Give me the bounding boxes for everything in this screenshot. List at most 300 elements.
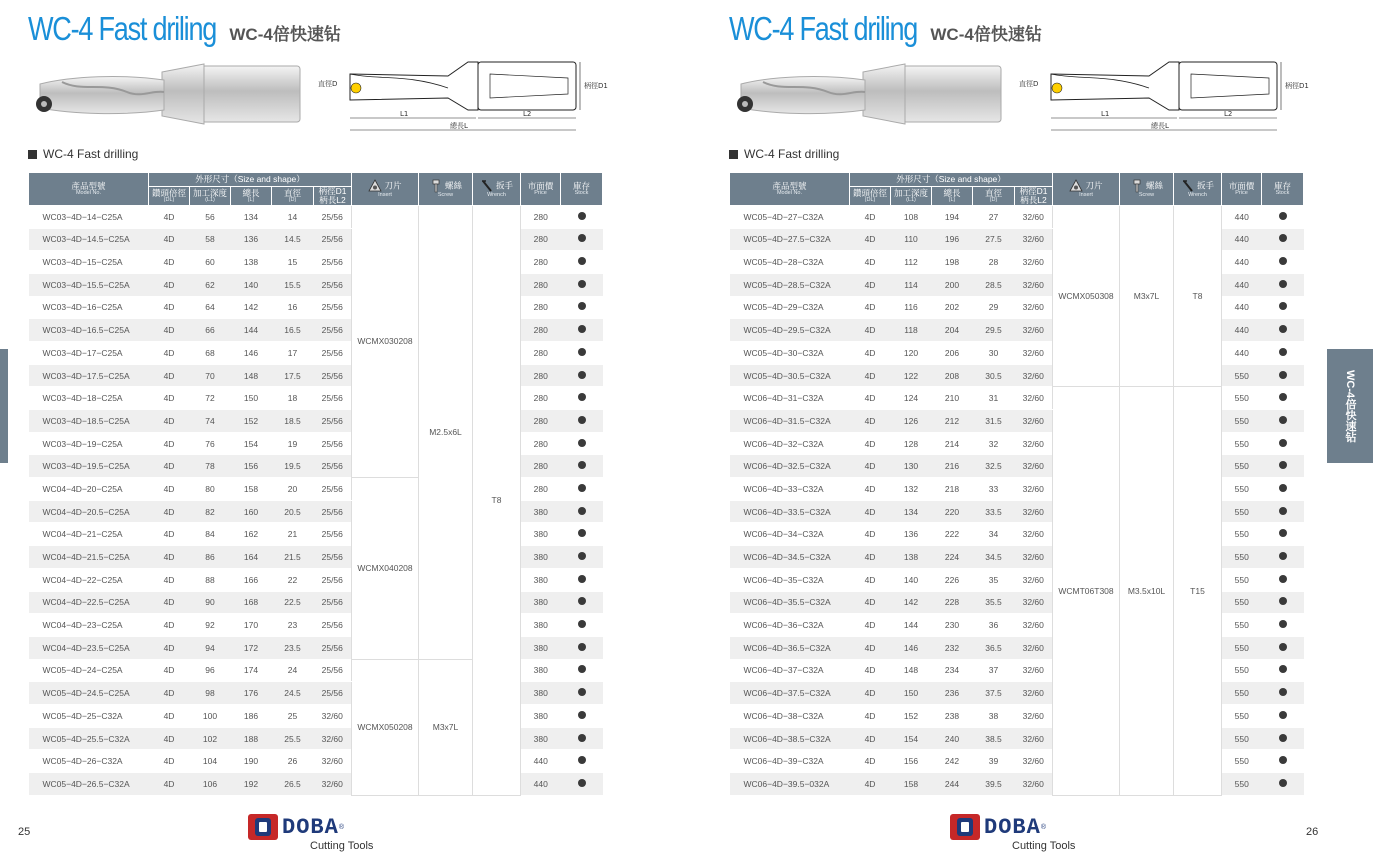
- cell-price: 280: [521, 478, 561, 501]
- cell-shank: 32/60: [1015, 273, 1053, 296]
- cell-length: 154: [231, 432, 272, 455]
- cell-stock: [561, 750, 603, 773]
- header-screw-en: Screw: [437, 192, 454, 199]
- in-stock-dot-icon: [1279, 643, 1287, 651]
- cell-shank: 25/56: [314, 205, 352, 228]
- cell-shank: 32/60: [1015, 455, 1053, 478]
- cell-diameter: 15.5: [272, 273, 314, 296]
- cell-depth: 128: [891, 432, 932, 455]
- cell-depth: 110: [891, 228, 932, 251]
- cell-length: 240: [932, 727, 973, 750]
- cell-stock: [561, 500, 603, 523]
- cell-length: 172: [231, 636, 272, 659]
- cell-stock: [1262, 251, 1304, 274]
- cell-diameter: 17: [272, 341, 314, 364]
- cell-depth: 58: [190, 228, 231, 251]
- in-stock-dot-icon: [1279, 597, 1287, 605]
- side-tab-left: [0, 349, 8, 463]
- cell-shank: 32/60: [1015, 410, 1053, 433]
- section-label-text: WC-4 Fast drilling: [43, 147, 139, 161]
- label-dc: 直徑D: [318, 80, 338, 88]
- cell-depth: 112: [891, 251, 932, 274]
- cell-price: 380: [521, 659, 561, 682]
- cell-model: WC05−4D−26.5−C32A: [29, 773, 149, 796]
- cell-diameter: 19.5: [272, 455, 314, 478]
- in-stock-dot-icon: [578, 325, 586, 333]
- header-price-en: Price: [1235, 189, 1248, 196]
- cell-model: WC04−4D−20.5−C25A: [29, 500, 149, 523]
- header-insert-en: Insert: [1079, 192, 1093, 199]
- in-stock-dot-icon: [1279, 393, 1287, 401]
- cell-depth: 144: [891, 614, 932, 637]
- bullet-square: [729, 150, 738, 159]
- cell-diameter: 34.5: [973, 546, 1015, 569]
- cell-length: 226: [932, 568, 973, 591]
- cell-stock: [1262, 523, 1304, 546]
- in-stock-dot-icon: [578, 643, 586, 651]
- cell-model: WC03−4D−15−C25A: [29, 251, 149, 274]
- in-stock-dot-icon: [1279, 257, 1287, 265]
- cell-shank: 32/60: [1015, 500, 1053, 523]
- cell-wrench: T8: [473, 205, 521, 795]
- cell-depth: 94: [190, 636, 231, 659]
- header-insert-label: 刀片: [384, 180, 402, 191]
- cell-price: 380: [521, 704, 561, 727]
- cell-ratio: 4D: [149, 659, 190, 682]
- cell-shank: 25/56: [314, 659, 352, 682]
- cell-depth: 158: [891, 773, 932, 796]
- header-wrench-en: Wrench: [1188, 192, 1207, 199]
- in-stock-dot-icon: [1279, 234, 1287, 242]
- cell-diameter: 26: [272, 750, 314, 773]
- label-dc: 直徑D: [1019, 80, 1039, 88]
- cell-price: 550: [1222, 523, 1262, 546]
- header-screw: [419, 173, 473, 206]
- cell-price: 550: [1222, 455, 1262, 478]
- label-l1: L1: [400, 110, 409, 118]
- cell-ratio: 4D: [149, 546, 190, 569]
- header-shank: [314, 187, 352, 206]
- cell-price: 380: [521, 523, 561, 546]
- cell-model: WC03−4D−14−C25A: [29, 205, 149, 228]
- cell-insert: WCMX050208: [352, 659, 419, 795]
- cell-depth: 90: [190, 591, 231, 614]
- cell-depth: 84: [190, 523, 231, 546]
- cell-depth: 118: [891, 319, 932, 342]
- cell-ratio: 4D: [149, 636, 190, 659]
- cell-model: WC06−4D−35.5−C32A: [730, 591, 850, 614]
- cell-diameter: 37.5: [973, 682, 1015, 705]
- cell-price: 550: [1222, 704, 1262, 727]
- cell-price: 550: [1222, 659, 1262, 682]
- table-row: [730, 387, 1304, 410]
- header-size-label: 外形尺寸（Size and shape）: [195, 174, 305, 185]
- cell-model: WC03−4D−16.5−C25A: [29, 319, 149, 342]
- cell-ratio: 4D: [850, 773, 891, 796]
- cell-length: 234: [932, 659, 973, 682]
- cell-ratio: 4D: [850, 319, 891, 342]
- header-screw-label: 螺絲: [444, 180, 462, 191]
- cell-shank: 32/60: [314, 727, 352, 750]
- cell-ratio: 4D: [149, 432, 190, 455]
- cell-length: 142: [231, 296, 272, 319]
- cell-shank: 25/56: [314, 455, 352, 478]
- cell-stock: [1262, 659, 1304, 682]
- in-stock-dot-icon: [1279, 734, 1287, 742]
- in-stock-dot-icon: [1279, 461, 1287, 469]
- cell-model: WC05−4D−26−C32A: [29, 750, 149, 773]
- section-label-text: WC-4 Fast drilling: [744, 147, 840, 161]
- in-stock-dot-icon: [578, 734, 586, 742]
- header-model: [730, 173, 850, 206]
- header-length: [932, 187, 973, 206]
- page-title: [729, 10, 1042, 48]
- cell-model: WC05−4D−25.5−C32A: [29, 727, 149, 750]
- cell-depth: 104: [190, 750, 231, 773]
- cell-price: 550: [1222, 478, 1262, 501]
- cell-diameter: 19: [272, 432, 314, 455]
- cell-ratio: 4D: [850, 523, 891, 546]
- cell-shank: 32/60: [1015, 205, 1053, 228]
- header-depth-en: (L1): [906, 196, 916, 203]
- cell-stock: [561, 341, 603, 364]
- cell-stock: [561, 478, 603, 501]
- cell-ratio: 4D: [850, 296, 891, 319]
- header-ratio-label: 鑽頭倍徑: [151, 187, 186, 198]
- cell-depth: 86: [190, 546, 231, 569]
- cell-price: 550: [1222, 750, 1262, 773]
- cell-price: 280: [521, 387, 561, 410]
- cell-ratio: 4D: [149, 205, 190, 228]
- drill-product-image: [32, 62, 302, 132]
- cell-length: 242: [932, 750, 973, 773]
- cell-ratio: 4D: [850, 614, 891, 637]
- cell-length: 152: [231, 410, 272, 433]
- cell-screw: M3.5x10L: [1120, 387, 1174, 795]
- cell-price: 280: [521, 296, 561, 319]
- header-stock-en: Stock: [574, 189, 589, 196]
- cell-shank: 32/60: [1015, 319, 1053, 342]
- cell-shank: 32/60: [1015, 704, 1053, 727]
- cell-price: 280: [521, 251, 561, 274]
- header-diameter-en: (D): [288, 196, 297, 203]
- cell-diameter: 28: [973, 251, 1015, 274]
- cell-shank: 32/60: [1015, 546, 1053, 569]
- cell-model: WC06−4D−33−C32A: [730, 478, 850, 501]
- cell-stock: [561, 682, 603, 705]
- cell-insert: WCMT06T308: [1053, 387, 1120, 795]
- cell-ratio: 4D: [850, 659, 891, 682]
- header-insert-label: 刀片: [1085, 180, 1103, 191]
- header-size-label: 外形尺寸（Size and shape）: [896, 174, 1006, 185]
- cell-diameter: 21.5: [272, 546, 314, 569]
- cell-price: 550: [1222, 432, 1262, 455]
- cell-model: WC06−4D−38.5−C32A: [730, 727, 850, 750]
- screw-icon: [1130, 179, 1144, 193]
- header-screw: [1120, 173, 1174, 206]
- header-ratio-en: (DL): [163, 196, 175, 203]
- screw-icon: [429, 179, 443, 193]
- cell-price: 440: [1222, 341, 1262, 364]
- in-stock-dot-icon: [1279, 348, 1287, 356]
- cell-stock: [561, 773, 603, 796]
- cell-length: 166: [231, 568, 272, 591]
- cell-length: 218: [932, 478, 973, 501]
- cell-shank: 32/60: [1015, 750, 1053, 773]
- cell-length: 202: [932, 296, 973, 319]
- cell-model: WC06−4D−31.5−C32A: [730, 410, 850, 433]
- in-stock-dot-icon: [578, 575, 586, 583]
- cell-depth: 88: [190, 568, 231, 591]
- page-number: 26: [1306, 826, 1319, 838]
- in-stock-dot-icon: [578, 507, 586, 515]
- cell-depth: 106: [190, 773, 231, 796]
- cell-depth: 62: [190, 273, 231, 296]
- cell-depth: 148: [891, 659, 932, 682]
- logo-reg: ®: [1040, 823, 1046, 831]
- cell-model: WC03−4D−19−C25A: [29, 432, 149, 455]
- cell-depth: 74: [190, 410, 231, 433]
- in-stock-dot-icon: [578, 688, 586, 696]
- header-wrench: [473, 173, 521, 206]
- cell-model: WC05−4D−28−C32A: [730, 251, 850, 274]
- wrench-icon: [1181, 179, 1195, 193]
- cell-stock: [1262, 568, 1304, 591]
- cell-length: 186: [231, 704, 272, 727]
- cell-model: WC03−4D−18.5−C25A: [29, 410, 149, 433]
- cell-length: 148: [231, 364, 272, 387]
- cell-shank: 32/60: [1015, 478, 1053, 501]
- cell-diameter: 29: [973, 296, 1015, 319]
- cell-price: 550: [1222, 727, 1262, 750]
- header-stock: [1262, 173, 1304, 206]
- spec-table-left: [28, 172, 603, 796]
- cell-stock: [561, 636, 603, 659]
- cell-price: 280: [521, 455, 561, 478]
- cell-length: 194: [932, 205, 973, 228]
- header-price: [1222, 173, 1262, 206]
- cell-shank: 32/60: [1015, 773, 1053, 796]
- cell-ratio: 4D: [850, 478, 891, 501]
- cell-diameter: 23: [272, 614, 314, 637]
- drill-dimension-drawing: [1019, 58, 1309, 133]
- header-size-group: [149, 173, 352, 187]
- cell-stock: [1262, 773, 1304, 796]
- cell-stock: [561, 659, 603, 682]
- cell-length: 138: [231, 251, 272, 274]
- header-stock-en: Stock: [1275, 189, 1290, 196]
- header-diameter-label: 直徑: [283, 187, 301, 198]
- logo-word: DOBA: [984, 814, 1041, 840]
- in-stock-dot-icon: [578, 461, 586, 469]
- drill-dimension-drawing: [318, 58, 608, 133]
- cell-insert: WCMX030208: [352, 205, 419, 477]
- header-diameter: [272, 187, 314, 206]
- cell-depth: 132: [891, 478, 932, 501]
- cell-price: 380: [521, 682, 561, 705]
- cell-model: WC06−4D−37.5−C32A: [730, 682, 850, 705]
- cell-depth: 140: [891, 568, 932, 591]
- header-ratio: [850, 187, 891, 206]
- cell-length: 198: [932, 251, 973, 274]
- cell-model: WC05−4D−27.5−C32A: [730, 228, 850, 251]
- cell-shank: 32/60: [1015, 614, 1053, 637]
- in-stock-dot-icon: [578, 371, 586, 379]
- header-length-en: (L): [247, 196, 255, 203]
- cell-shank: 25/56: [314, 228, 352, 251]
- cell-depth: 56: [190, 205, 231, 228]
- cell-price: 280: [521, 364, 561, 387]
- cell-diameter: 21: [272, 523, 314, 546]
- cell-stock: [561, 704, 603, 727]
- cell-depth: 66: [190, 319, 231, 342]
- cell-diameter: 15: [272, 251, 314, 274]
- cell-length: 206: [932, 341, 973, 364]
- cell-shank: 25/56: [314, 500, 352, 523]
- header-model-label: 產品型號: [71, 180, 106, 191]
- cell-length: 174: [231, 659, 272, 682]
- cell-diameter: 24.5: [272, 682, 314, 705]
- title-sub: WC-4倍快速钻: [229, 25, 341, 44]
- title-sub: WC-4倍快速钻: [930, 25, 1042, 44]
- title-main: WC-4 Fast driling: [729, 10, 918, 47]
- cell-model: WC05−4D−29.5−C32A: [730, 319, 850, 342]
- cell-price: 380: [521, 727, 561, 750]
- cell-price: 380: [521, 568, 561, 591]
- cell-shank: 25/56: [314, 682, 352, 705]
- header-ratio-label: 鑽頭倍徑: [852, 187, 887, 198]
- cell-diameter: 29.5: [973, 319, 1015, 342]
- cell-model: WC03−4D−17.5−C25A: [29, 364, 149, 387]
- cell-length: 146: [231, 341, 272, 364]
- cell-ratio: 4D: [850, 432, 891, 455]
- cell-price: 380: [521, 591, 561, 614]
- header-price: [521, 173, 561, 206]
- cell-stock: [561, 205, 603, 228]
- cell-stock: [561, 364, 603, 387]
- cell-model: WC04−4D−21−C25A: [29, 523, 149, 546]
- label-d1: 柄徑D1: [584, 82, 608, 90]
- in-stock-dot-icon: [1279, 212, 1287, 220]
- cell-shank: 32/60: [314, 750, 352, 773]
- cell-model: WC06−4D−33.5−C32A: [730, 500, 850, 523]
- header-ratio-en: (DL): [864, 196, 876, 203]
- cell-stock: [561, 455, 603, 478]
- cell-depth: 150: [891, 682, 932, 705]
- cell-depth: 122: [891, 364, 932, 387]
- in-stock-dot-icon: [578, 620, 586, 628]
- cell-price: 550: [1222, 591, 1262, 614]
- cell-model: WC05−4D−27−C32A: [730, 205, 850, 228]
- header-screw-en: Screw: [1138, 192, 1155, 199]
- cell-model: WC03−4D−18−C25A: [29, 387, 149, 410]
- cell-stock: [1262, 228, 1304, 251]
- cell-shank: 25/56: [314, 296, 352, 319]
- catalog-page-right: [687, 0, 1373, 852]
- cell-shank: 32/60: [1015, 523, 1053, 546]
- cell-ratio: 4D: [850, 727, 891, 750]
- cell-ratio: 4D: [149, 500, 190, 523]
- cell-screw: M2.5x6L: [419, 205, 473, 659]
- cell-ratio: 4D: [850, 682, 891, 705]
- in-stock-dot-icon: [578, 302, 586, 310]
- cell-diameter: 22.5: [272, 591, 314, 614]
- cell-shank: 32/60: [1015, 568, 1053, 591]
- cell-length: 196: [932, 228, 973, 251]
- in-stock-dot-icon: [1279, 371, 1287, 379]
- header-price-label: 市面價: [1228, 180, 1255, 191]
- wrench-icon: [480, 179, 494, 193]
- cell-shank: 25/56: [314, 591, 352, 614]
- cell-diameter: 24: [272, 659, 314, 682]
- cell-model: WC04−4D−20−C25A: [29, 478, 149, 501]
- in-stock-dot-icon: [1279, 552, 1287, 560]
- cell-shank: 25/56: [314, 319, 352, 342]
- in-stock-dot-icon: [578, 439, 586, 447]
- header-shank-label: 柄徑D1 柄長L2: [1019, 186, 1048, 205]
- cell-depth: 72: [190, 387, 231, 410]
- section-label: [28, 147, 138, 161]
- cell-depth: 68: [190, 341, 231, 364]
- in-stock-dot-icon: [578, 234, 586, 242]
- cell-price: 280: [521, 228, 561, 251]
- cell-price: 550: [1222, 364, 1262, 387]
- cell-ratio: 4D: [850, 364, 891, 387]
- header-price-en: Price: [534, 189, 547, 196]
- cell-length: 190: [231, 750, 272, 773]
- cell-stock: [1262, 591, 1304, 614]
- cell-ratio: 4D: [850, 228, 891, 251]
- header-size-group: [850, 173, 1053, 187]
- header-length: [231, 187, 272, 206]
- header-diameter-label: 直徑: [984, 187, 1002, 198]
- cell-depth: 108: [891, 205, 932, 228]
- header-wrench-label: 扳手: [1196, 180, 1214, 191]
- logo-tagline: Cutting Tools: [310, 840, 374, 852]
- in-stock-dot-icon: [1279, 665, 1287, 673]
- cell-stock: [1262, 727, 1304, 750]
- cell-length: 220: [932, 500, 973, 523]
- cell-diameter: 39.5: [973, 773, 1015, 796]
- in-stock-dot-icon: [578, 529, 586, 537]
- cell-diameter: 17.5: [272, 364, 314, 387]
- cell-shank: 25/56: [314, 636, 352, 659]
- in-stock-dot-icon: [578, 597, 586, 605]
- cell-diameter: 31: [973, 387, 1015, 410]
- cell-shank: 32/60: [1015, 591, 1053, 614]
- header-model: [29, 173, 149, 206]
- cell-length: 210: [932, 387, 973, 410]
- cell-shank: 32/60: [1015, 727, 1053, 750]
- cell-length: 144: [231, 319, 272, 342]
- cell-price: 550: [1222, 546, 1262, 569]
- cell-depth: 146: [891, 636, 932, 659]
- in-stock-dot-icon: [578, 711, 586, 719]
- cell-price: 440: [1222, 251, 1262, 274]
- cell-price: 280: [521, 341, 561, 364]
- in-stock-dot-icon: [1279, 620, 1287, 628]
- doba-logo: [950, 814, 1046, 840]
- cell-model: WC06−4D−34.5−C32A: [730, 546, 850, 569]
- in-stock-dot-icon: [1279, 756, 1287, 764]
- cell-screw: M3x7L: [419, 659, 473, 795]
- cell-shank: 25/56: [314, 410, 352, 433]
- cell-length: 224: [932, 546, 973, 569]
- cell-shank: 32/60: [1015, 364, 1053, 387]
- cell-depth: 80: [190, 478, 231, 501]
- cell-diameter: 20: [272, 478, 314, 501]
- cell-stock: [1262, 341, 1304, 364]
